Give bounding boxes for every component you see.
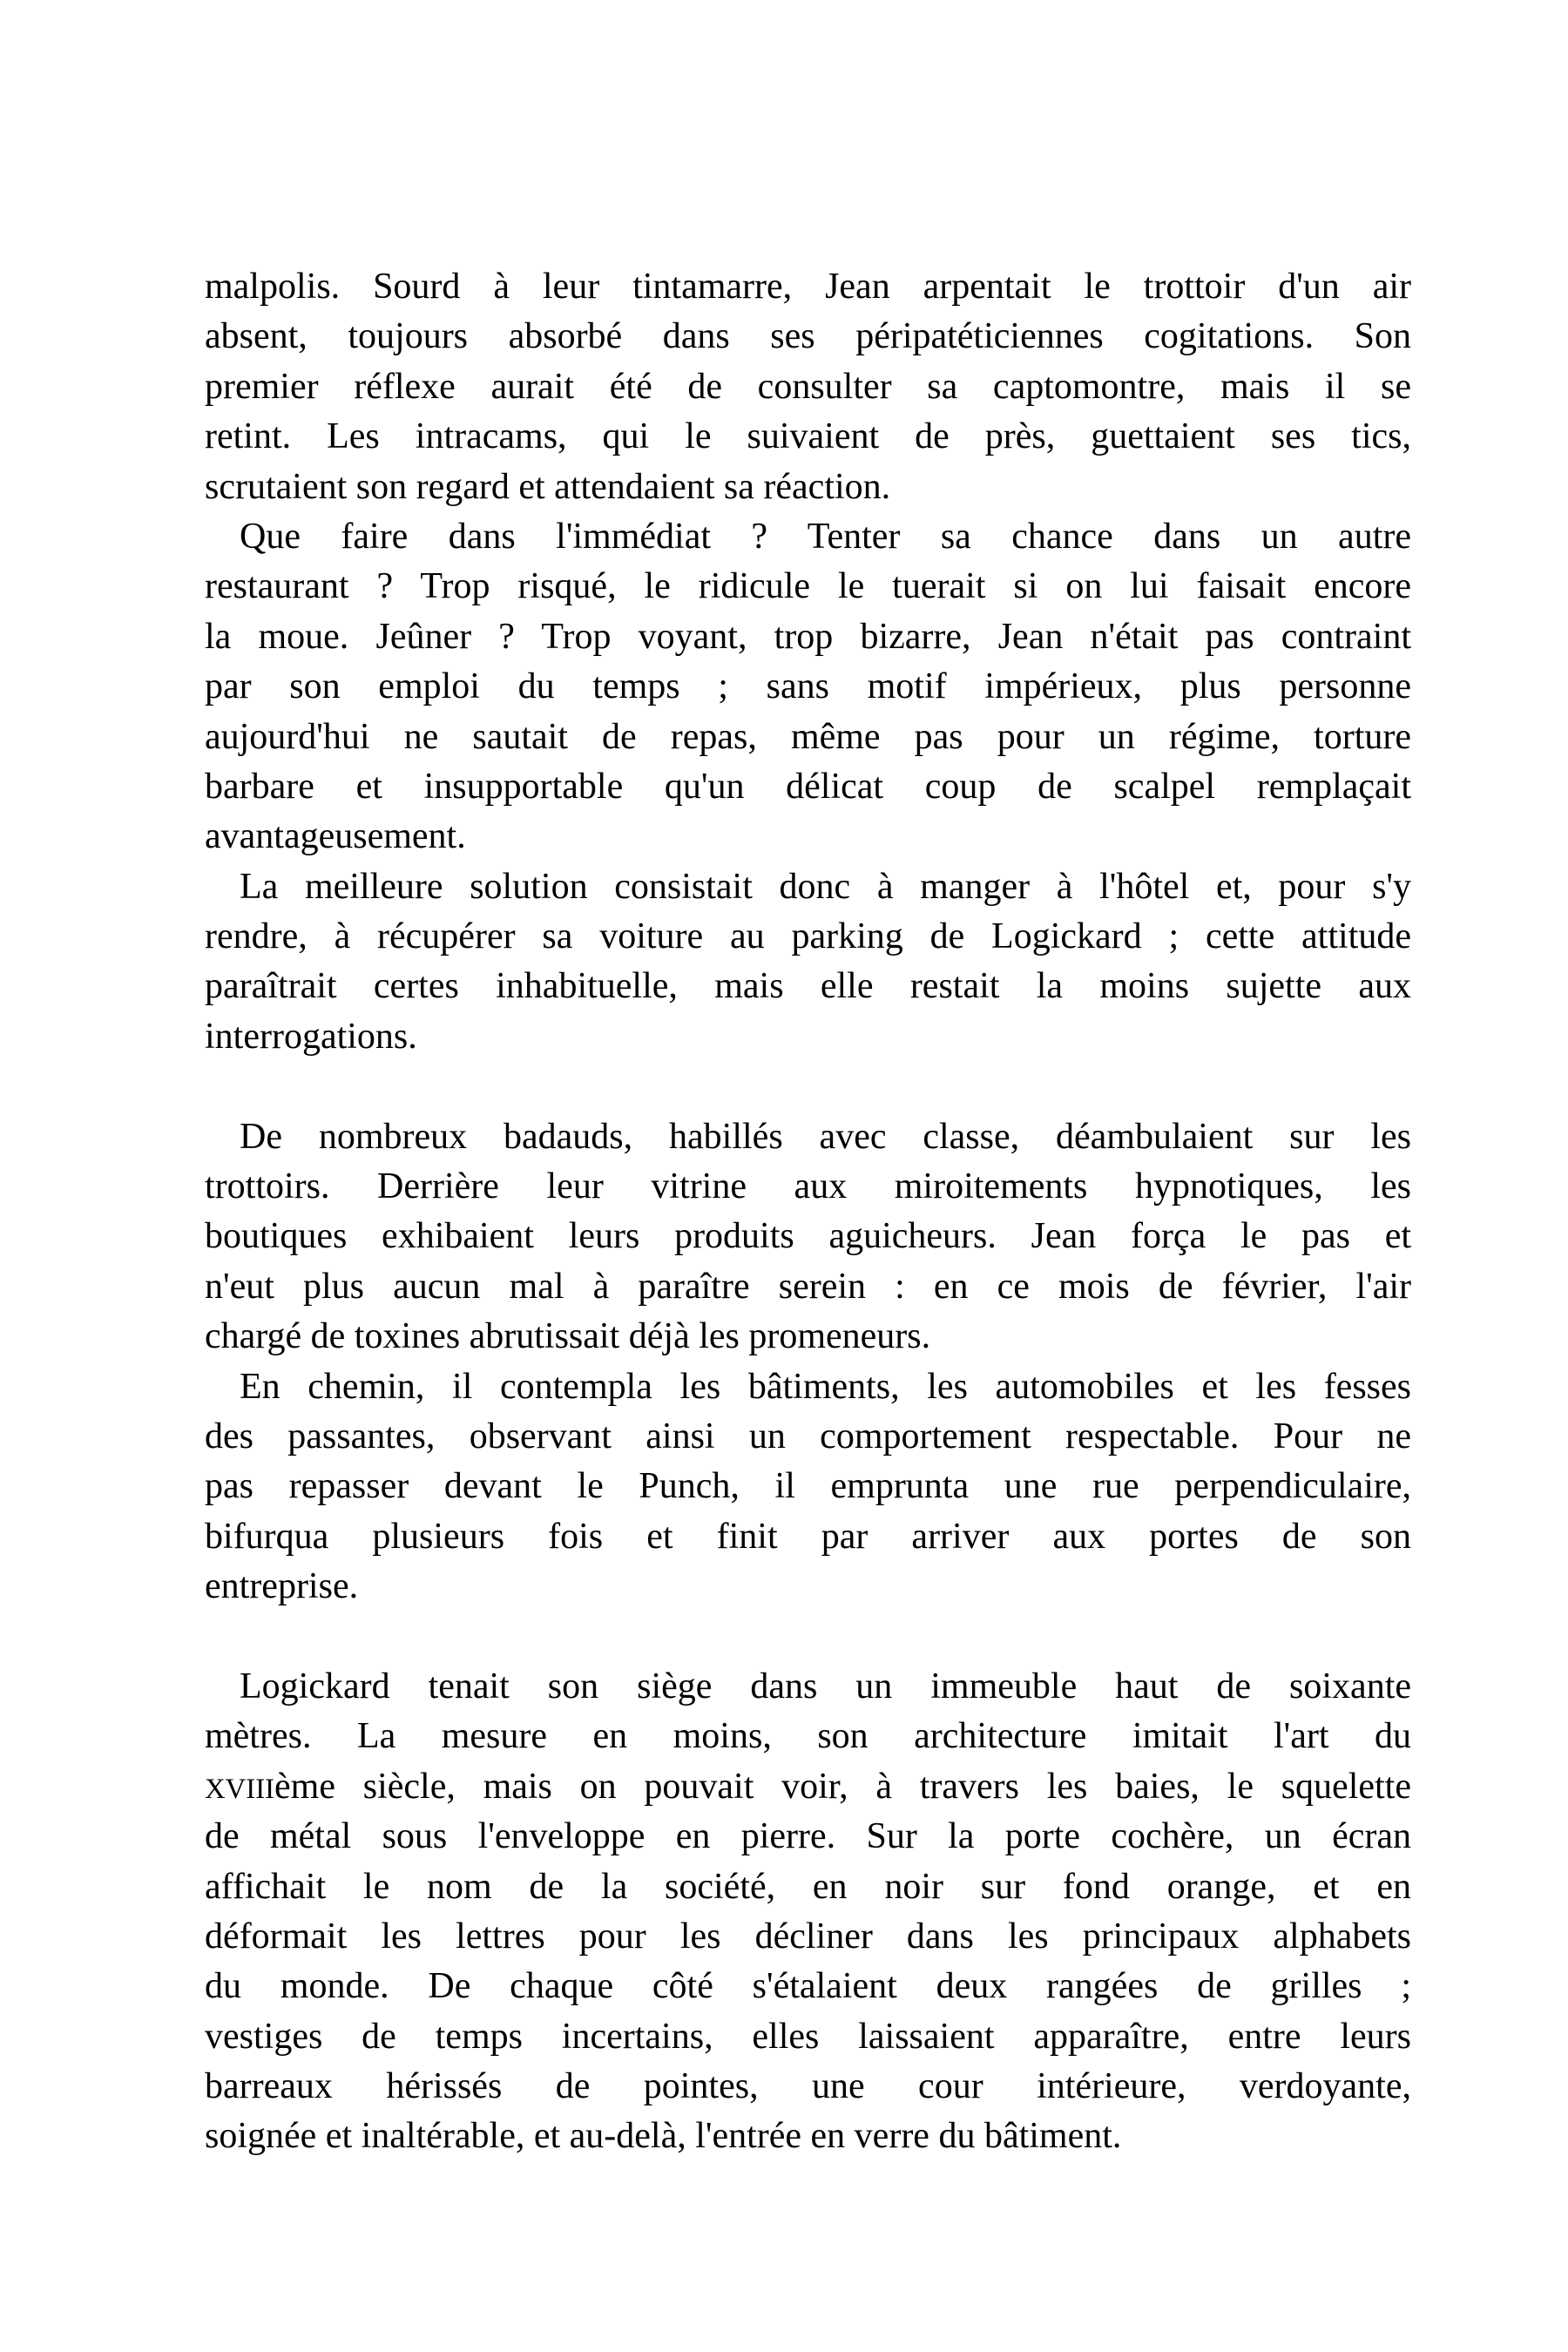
text-line: aujourd'hui ne sautait de repas, même pas pour un régime, torture <box>205 716 1411 757</box>
text-line: Que faire dans l'immédiat ? Tenter sa chance dans un autre <box>240 516 1411 557</box>
text-line: trottoirs. Derrière leur vitrine aux miroitements hypnotiques, les <box>205 1166 1411 1207</box>
text-line: La meilleure solution consistait donc à manger à l'hôtel et, pour s'y <box>240 866 1411 907</box>
text-line: soignée et inaltérable, et au-delà, l'entrée en verre du bâtiment. <box>205 2116 1122 2157</box>
paragraph <box>205 262 1411 512</box>
text-line: absent, toujours absorbé dans ses péripatéticiennes cogitations. Son <box>205 316 1411 357</box>
text-line: barbare et insupportable qu'un délicat coup de scalpel remplaçait <box>205 766 1411 807</box>
text-line: De nombreux badauds, habillés avec classe, déambulaient sur les <box>240 1116 1411 1157</box>
text-line: de métal sous l'enveloppe en pierre. Sur la porte cochère, un écran <box>205 1816 1411 1857</box>
text-line: chargé de toxines abrutissait déjà les promeneurs. <box>205 1316 931 1357</box>
section-break <box>205 1612 1411 1662</box>
text-line: malpolis. Sourd à leur tintamarre, Jean arpentait le trottoir d'un air <box>205 267 1411 307</box>
text-line: paraîtrait certes inhabituelle, mais elle restait la moins sujette aux <box>205 966 1411 1007</box>
text-line: restaurant ? Trop risqué, le ridicule le tuerait si on lui faisait encore <box>205 566 1411 607</box>
section-break <box>205 1062 1411 1112</box>
text-line: En chemin, il contempla les bâtiments, les automobiles et les fesses <box>240 1366 1411 1407</box>
text-line: vestiges de temps incertains, elles laissaient apparaître, entre leurs <box>205 2016 1411 2057</box>
text-line: affichait le nom de la société, en noir sur fond orange, et en <box>205 1866 1411 1907</box>
text-line: retint. Les intracams, qui le suivaient de près, guettaient ses tics, <box>205 416 1411 457</box>
text-line: bifurqua plusieurs fois et finit par arriver aux portes de son <box>205 1516 1411 1557</box>
text-line: boutiques exhibaient leurs produits aguicheurs. Jean força le pas et <box>205 1216 1411 1257</box>
text-line: avantageusement. <box>205 816 466 857</box>
text-line: barreaux hérissés de pointes, une cour intérieure, verdoyante, <box>205 2066 1411 2107</box>
paragraph <box>205 862 1411 1063</box>
text-line: Logickard tenait son siège dans un immeuble haut de soixante <box>240 1666 1411 1707</box>
text-line: entreprise. <box>205 1566 359 1607</box>
paragraph <box>205 1662 1411 2162</box>
text-line: du monde. De chaque côté s'étalaient deux rangées de grilles ; <box>205 1966 1411 2007</box>
text-line: pas repasser devant le Punch, il emprunta une rue perpendiculaire, <box>205 1466 1411 1507</box>
text-line: par son emploi du temps ; sans motif impérieux, plus personne <box>205 666 1411 707</box>
text-line: déformait les lettres pour les décliner dans les principaux alphabets <box>205 1916 1411 1957</box>
text-line: n'eut plus aucun mal à paraître serein : en ce mois de février, l'air <box>205 1266 1411 1307</box>
text-line: interrogations. <box>205 1016 417 1057</box>
text-line: rendre, à récupérer sa voiture au parking de Logickard ; cette attitude <box>205 916 1411 957</box>
text-line: mètres. La mesure en moins, son architecture imitait l'art du <box>205 1716 1411 1757</box>
roman-numeral-smallcaps: XVIII <box>205 1773 275 1805</box>
paragraph <box>205 1362 1411 1612</box>
text-line: XVIIIème siècle, mais on pouvait voir, à travers les baies, le squelette <box>205 1766 1411 1807</box>
text-line: des passantes, observant ainsi un comportement respectable. Pour ne <box>205 1416 1411 1456</box>
paragraph <box>205 1112 1411 1362</box>
paragraph <box>205 512 1411 862</box>
text-line: scrutaient son regard et attendaient sa réaction. <box>205 466 891 507</box>
text-line: la moue. Jeûner ? Trop voyant, trop bizarre, Jean n'était pas contraint <box>205 616 1411 657</box>
text-line: premier réflexe aurait été de consulter sa captomontre, mais il se <box>205 366 1411 407</box>
